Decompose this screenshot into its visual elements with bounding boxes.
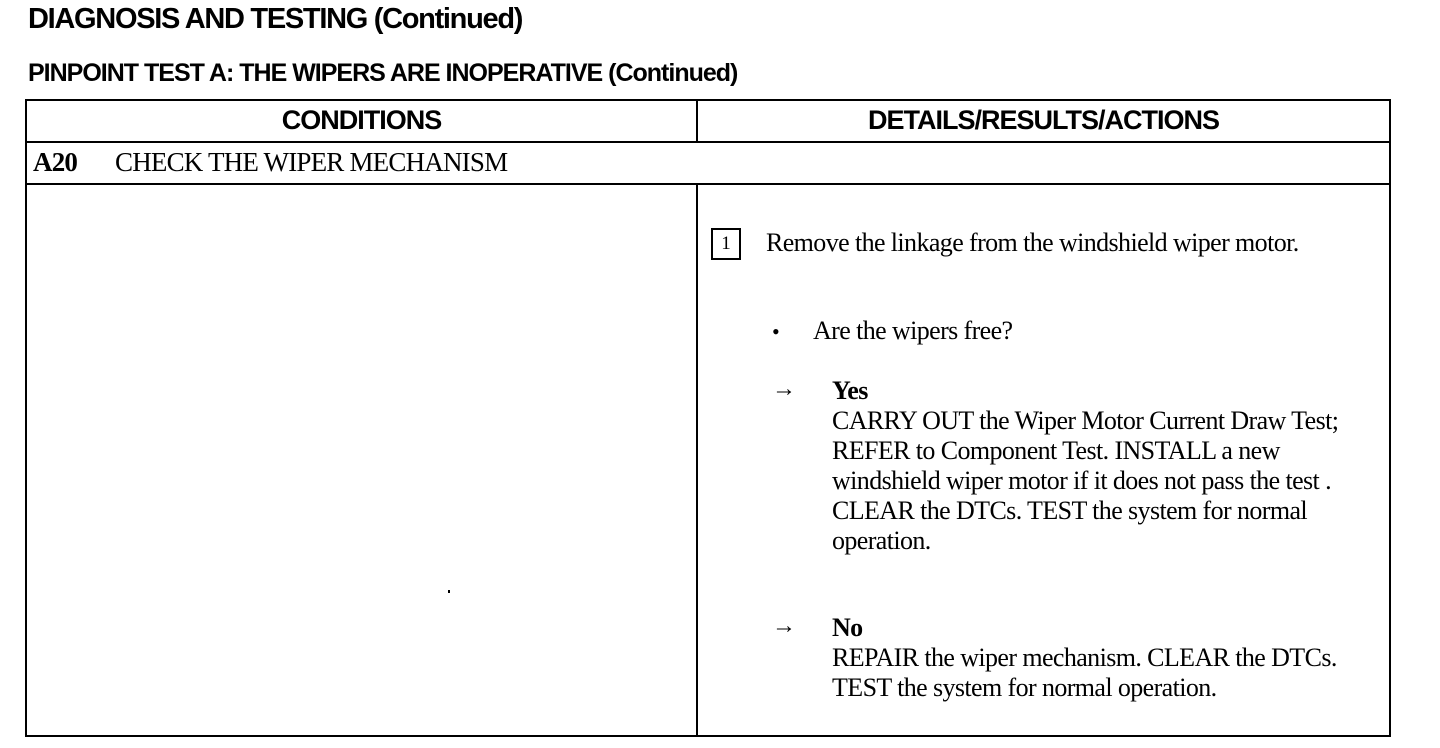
outcome-yes-label: Yes [832, 376, 868, 405]
arrow-right-icon: → [772, 376, 796, 402]
outcome-yes-text: CARRY OUT the Wiper Motor Current Draw Test; REFER to Component Test. INSTALL a new windshield wiper motor if it does not pass the test . CLEAR the DTCs. TEST the system for normal operation. [832, 406, 1339, 555]
step-heading [33, 147, 507, 178]
document-title: DIAGNOSIS AND TESTING (Continued) [28, 3, 523, 35]
outcome-no-label: No [832, 613, 863, 642]
outcome-no-text: REPAIR the wiper mechanism. CLEAR the DTCs. TEST the system for normal operation. [832, 643, 1337, 702]
step-row-divider [27, 183, 1389, 185]
action-question: Are the wipers free? [813, 316, 1013, 345]
bullet-icon: • [772, 319, 780, 344]
arrow-right-icon: → [772, 613, 796, 639]
header-divider [27, 141, 1389, 143]
step-title: CHECK THE WIPER MECHANISM [115, 147, 508, 177]
pinpoint-test-table [25, 99, 1391, 737]
column-header-conditions: CONDITIONS [281, 105, 442, 135]
scan-speck [448, 590, 450, 593]
action-instruction: Remove the linkage from the windshield wiper motor. [766, 228, 1299, 257]
step-id: A20 [33, 147, 78, 177]
pinpoint-test-title: PINPOINT TEST A: THE WIPERS ARE INOPERATIVE (Continued) [28, 59, 738, 87]
action-number-box: 1 [711, 228, 741, 260]
column-divider-body [696, 184, 698, 735]
column-header-details: DETAILS/RESULTS/ACTIONS [867, 105, 1219, 135]
